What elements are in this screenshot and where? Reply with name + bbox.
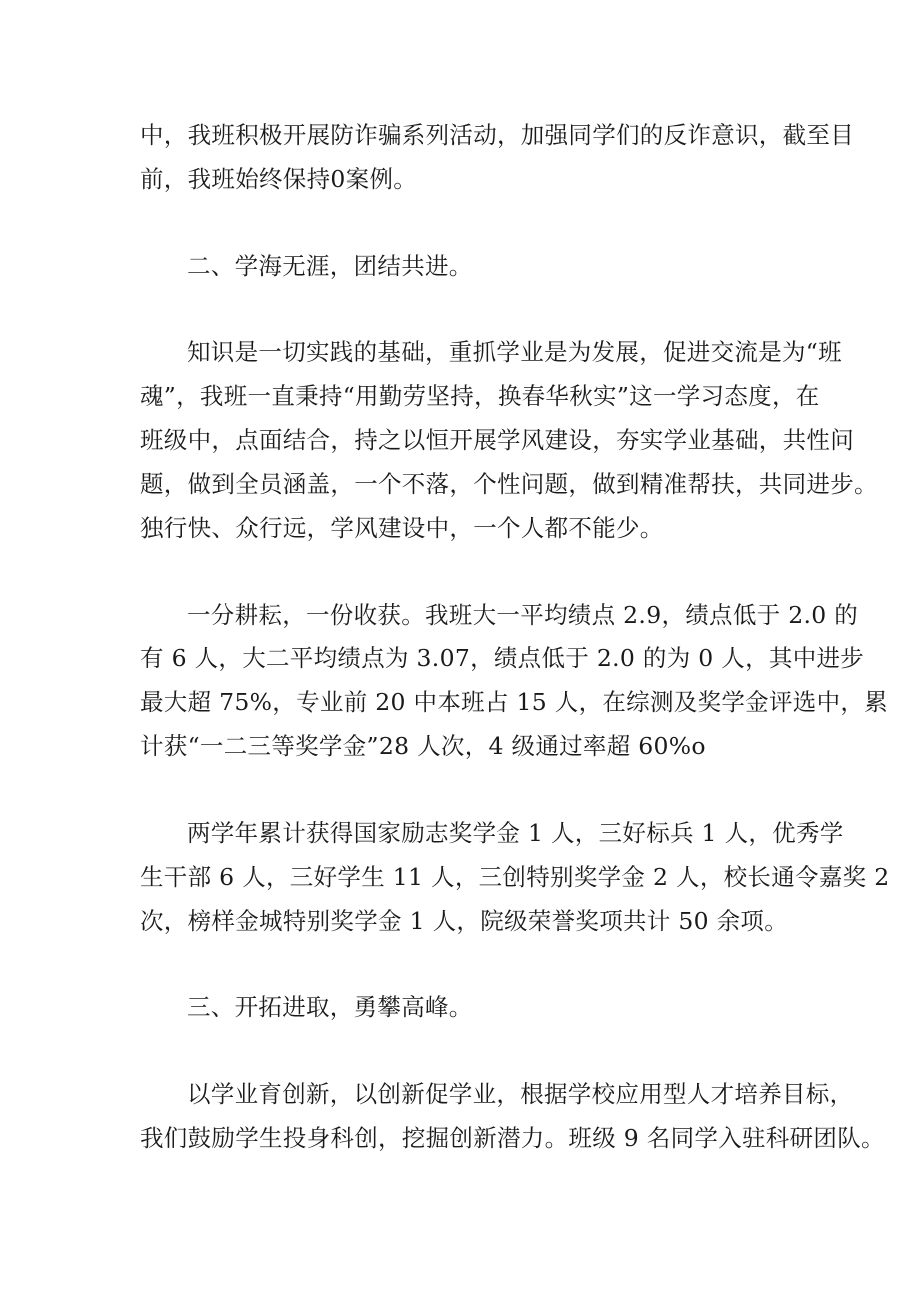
paragraph-line: 生干部 6 人，三好学生 11 人，三创特别奖学金 2 人，校长通令嘉奖 2 [140,863,890,891]
paragraph-line: 知识是一切实践的基础，重抓学业是为发展，促进交流是为“班 [187,338,842,366]
paragraph-line: 魂”，我班一直秉持“用勤劳坚持，换春华秋实”这一学习态度，在 [140,382,820,410]
paragraph-line: 题，做到全员涵盖，一个不落，个性问题，做到精准帮扶，共同进步。 [140,470,878,498]
paragraph-line: 我们鼓励学生投身科创，挖掘创新潜力。班级 9 名同学入驻科研团队。 [140,1124,885,1152]
paragraph-line: 前，我班始终保持0案例。 [140,165,418,193]
section-heading: 二、学海无涯，团结共进。 [187,252,473,280]
paragraph-line: 两学年累计获得国家励志奖学金 1 人，三好标兵 1 人，优秀学 [187,819,844,847]
paragraph-line: 一分耕耘，一份收获。我班大一平均绩点 2.9，绩点低于 2.0 的 [187,601,859,629]
paragraph-line: 中，我班积极开展防诈骗系列活动，加强同学们的反诈意识，截至目 [140,121,854,149]
section-heading: 三、开拓进取，勇攀高峰。 [187,993,473,1021]
paragraph-line: 次，榜样金城特别奖学金 1 人，院级荣誉奖项共计 50 余项。 [140,907,789,935]
paragraph-line: 以学业育创新，以创新促学业，根据学校应用型人才培养目标， [187,1080,854,1108]
paragraph-line: 班级中，点面结合，持之以恒开展学风建设，夯实学业基础，共性问 [140,426,854,454]
paragraph-line: 有 6 人，大二平均绩点为 3.07，绩点低于 2.0 的为 0 人，其中进步 [140,644,865,672]
paragraph-line: 独行快、众行远，学风建设中，一个人都不能少。 [140,514,664,542]
paragraph-line: 计获“一二三等奖学金”28 人次，4 级通过率超 60%o [140,732,706,760]
paragraph-line: 最大超 75%，专业前 20 中本班占 15 人，在综测及奖学金评选中，累 [140,688,888,716]
